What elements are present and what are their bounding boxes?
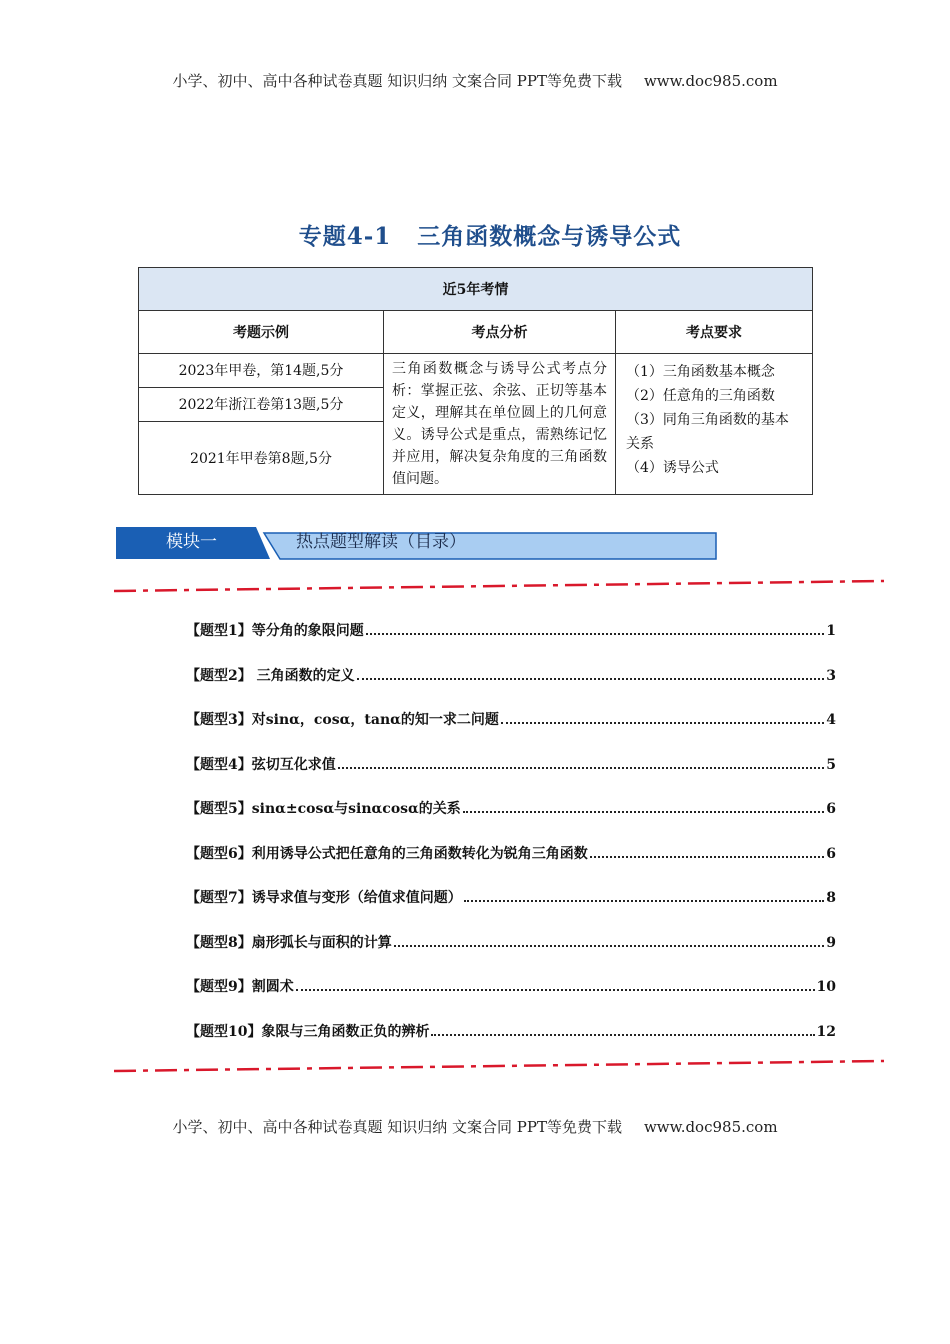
toc-item-label: 【题型8】扇形弧长与面积的计算 [186, 934, 392, 951]
toc-item[interactable] [186, 620, 836, 665]
toc-item[interactable] [186, 798, 836, 843]
toc-item-page: 4 [826, 712, 836, 728]
title-name: 三角函数概念与诱导公式 [417, 223, 682, 250]
toc-leader [394, 944, 825, 947]
divider-dash-bottom [110, 1058, 886, 1074]
toc-item-page: 1 [826, 623, 836, 639]
page-footer [0, 1116, 950, 1137]
toc-leader [366, 632, 825, 635]
toc-item[interactable] [186, 665, 836, 710]
toc-leader [296, 988, 815, 991]
module-title: 热点题型解读（目录） [296, 532, 466, 552]
toc-item-page: 5 [826, 756, 836, 773]
toc-item-page: 9 [826, 934, 836, 951]
requirements-cell [616, 354, 813, 495]
footer-text: 小学、初中、高中各种试卷真题 知识归纳 文案合同 PPT等免费下载 [172, 1118, 622, 1136]
exam-example: 2023年甲卷，第14题,5分 [139, 354, 384, 388]
analysis-cell: 三角函数概念与诱导公式考点分析：掌握正弦、余弦、正切等基本定义，理解其在单位圆上的几何意义。诱导公式是重点，需熟练记忆并应用，解决复杂角度的三角函数值问题。 [384, 354, 616, 495]
column-header: 考题示例 [139, 311, 384, 354]
toc-leader [357, 677, 825, 680]
toc-leader [431, 1033, 814, 1036]
toc-item[interactable] [186, 754, 836, 799]
exam-example: 2021年甲卷第8题,5分 [139, 421, 384, 494]
module-number: 模块一 [166, 532, 217, 552]
toc-leader [590, 855, 825, 858]
divider-dash-top [110, 578, 886, 594]
toc-item-label: 【题型3】对sinα，cosα，tanα的知一求二问题 [186, 712, 499, 728]
footer-url[interactable]: www.doc985.com [643, 1118, 778, 1136]
header-text: 小学、初中、高中各种试卷真题 知识归纳 文案合同 PPT等免费下载 [172, 72, 622, 90]
toc-item[interactable] [186, 843, 836, 888]
column-header: 考点要求 [616, 311, 813, 354]
table-of-contents [186, 620, 836, 1065]
table-title: 近5年考情 [139, 268, 813, 311]
module-banner [116, 527, 720, 563]
header-url[interactable]: www.doc985.com [643, 72, 778, 90]
requirement-item: （2）任意角的三角函数 [626, 388, 775, 404]
page-header [0, 70, 950, 91]
toc-item-page: 3 [826, 667, 836, 684]
requirement-item: （1）三角函数基本概念 [626, 364, 775, 380]
toc-leader [501, 721, 824, 724]
column-header: 考点分析 [384, 311, 616, 354]
toc-item-page: 12 [816, 1023, 836, 1040]
toc-leader [338, 766, 825, 769]
toc-item-label: 【题型4】弦切互化求值 [186, 756, 336, 773]
requirement-item: （4）诱导公式 [626, 460, 719, 476]
toc-item[interactable] [186, 976, 836, 1021]
toc-item-label: 【题型7】诱导求值与变形（给值求值问题） [186, 890, 462, 906]
toc-item-page: 8 [826, 890, 836, 906]
toc-item-label: 【题型2】 三角函数的定义 [186, 667, 355, 684]
title-number: 专题4-1 [298, 223, 392, 250]
requirement-item: （3）同角三角函数的基本关系 [626, 412, 789, 452]
toc-item-label: 【题型1】等分角的象限问题 [186, 623, 364, 639]
toc-item[interactable] [186, 709, 836, 754]
toc-item[interactable] [186, 932, 836, 977]
toc-leader [463, 810, 824, 813]
exam-example: 2022年浙江卷第13题,5分 [139, 387, 384, 421]
page-title [0, 218, 950, 251]
toc-item[interactable] [186, 887, 836, 932]
toc-item-page: 10 [816, 979, 836, 995]
exam-trend-table [138, 267, 813, 495]
toc-item-label: 【题型6】利用诱导公式把任意角的三角函数转化为锐角三角函数 [186, 845, 588, 862]
toc-item-page: 6 [826, 801, 836, 817]
toc-leader [464, 899, 825, 902]
toc-item-label: 【题型5】sinα±cosα与sinαcosα的关系 [186, 801, 461, 817]
toc-item-label: 【题型9】割圆术 [186, 979, 294, 995]
toc-item-label: 【题型10】象限与三角函数正负的辨析 [186, 1023, 430, 1040]
toc-item-page: 6 [826, 845, 836, 862]
